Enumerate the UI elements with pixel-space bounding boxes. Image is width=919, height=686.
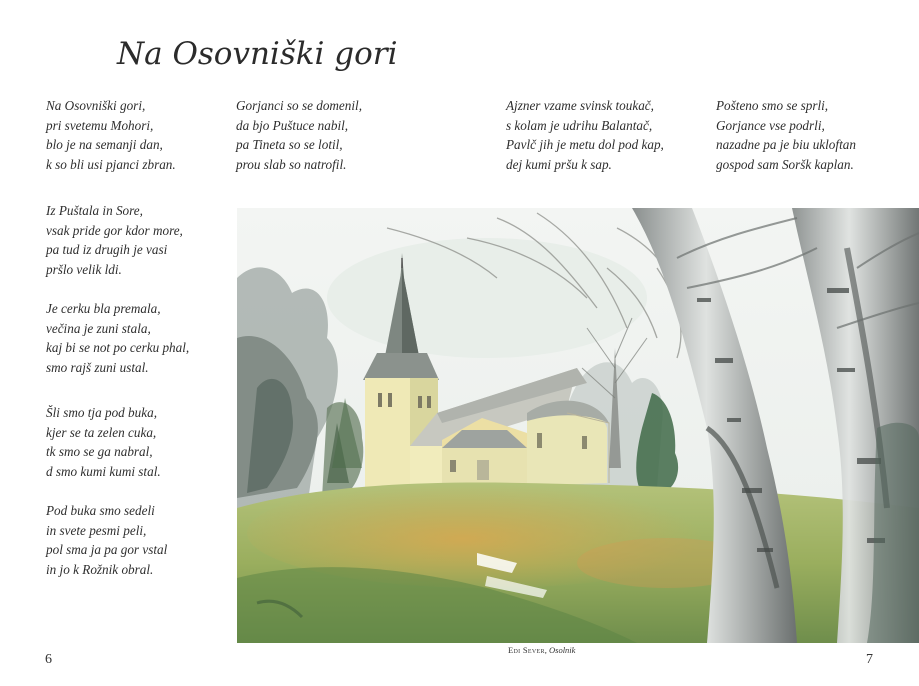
caption-author: Edi Sever [508, 645, 545, 655]
verse-line: pol sma ja pa gor vstal [46, 542, 168, 557]
verse-line: pri svetemu Mohori, [46, 117, 154, 133]
painting-caption [508, 645, 575, 655]
verse-line: Je cerku bla premala, [46, 301, 161, 316]
verse-line: in svete pesmi peli, [46, 522, 147, 538]
stanza-6 [236, 96, 362, 174]
verse-line: nazadne pa je biu ukloftan [716, 137, 856, 152]
verse-line: blo je na semanji dan, [46, 137, 163, 152]
verse-line: Pod buka smo sedeli [46, 503, 155, 518]
verse-line: kjer se ta zelen cuka, [46, 424, 157, 440]
verse-line: Na Osovniški gori, [46, 98, 146, 113]
verse-line: vsak pride gor kdor more, [46, 222, 183, 238]
verse-line: k so bli usi pjanci zbran. [46, 156, 176, 172]
verse-line: tk smo se ga nabral, [46, 444, 153, 459]
verse-line: in jo k Rožnik obral. [46, 561, 154, 577]
verse-line: pa tud iz drugih je vasi [46, 242, 168, 257]
stanza-4 [46, 403, 161, 481]
verse-line: pršlo velik ldi. [46, 261, 122, 277]
verse-line: Šli smo tja pod buka, [46, 405, 157, 420]
verse-line: Gorjance vse podrli, [716, 117, 825, 133]
stanza-2 [46, 201, 183, 279]
verse-line: prou slab so natrofil. [236, 156, 347, 172]
page-number-right: 7 [866, 652, 873, 667]
stanza-3 [46, 299, 189, 377]
verse-line: Gorjanci so se domenil, [236, 98, 363, 113]
verse-line: gospod sam Soršk kaplan. [716, 156, 854, 172]
verse-line: da bjo Puštuce nabil, [236, 117, 349, 133]
church-landscape-illustration [237, 208, 919, 643]
caption-separator: , [544, 645, 549, 655]
verse-line: Iz Puštala in Sore, [46, 203, 143, 218]
stanza-7 [506, 96, 664, 174]
verse-line: Pošteno smo se sprli, [716, 98, 829, 113]
verse-line: Ajzner vzame svinsk toukač, [506, 98, 654, 113]
verse-line: smo rajš zuni ustal. [46, 359, 149, 375]
stanza-8 [716, 96, 856, 174]
poem-title: Na Osovniški gori [117, 36, 398, 72]
verse-line: dej kumi pršu k sap. [506, 156, 612, 172]
page-number-left: 6 [45, 652, 52, 667]
caption-place: Osolnik [549, 645, 576, 655]
verse-line: pa Tineta so se lotil, [236, 137, 343, 152]
verse-line: večina je zuni stala, [46, 320, 151, 336]
verse-line: d smo kumi kumi stal. [46, 463, 161, 479]
watercolor-painting [237, 208, 919, 643]
verse-line: Pavlč jih je metu dol pod kap, [506, 137, 664, 152]
stanza-1 [46, 96, 176, 174]
verse-line: kaj bi se not po cerku phal, [46, 340, 190, 355]
verse-line: s kolam je udrihu Balantač, [506, 117, 653, 133]
stanza-5 [46, 501, 167, 579]
